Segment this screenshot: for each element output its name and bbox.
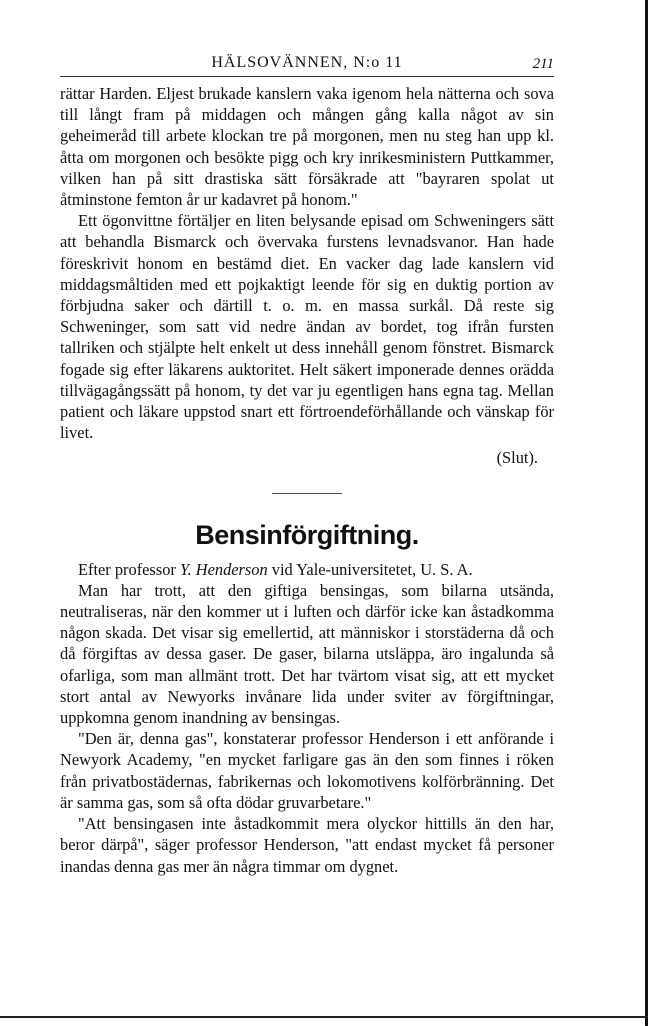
paragraph: Man har trott, att den giftiga bensingas, som bilarna utsända, neutraliseras, när den kommer ut i luften och därför icke kan åstadkomma någon skada. Det visar sig emellertid, att människor i storstäderna då och då förgiftas av dessa gaser. De gaser, bilarna utsläppa, äro ingalunda så ofarliga, som man allmänt trott. Det har tvärtom visat sig, att ett mycket stort antal av Newyorks invånare lida under sviter av förgiftningar, uppkomna genom inandning av bensingas. xyxy=(60,580,554,728)
scan-edge-bottom xyxy=(0,1016,648,1018)
byline-suffix: vid Yale-universitetet, U. S. A. xyxy=(267,559,473,579)
paragraph: rättar Harden. Eljest brukade kanslern vaka igenom hela nätterna och sova till långt fram på middagen och mången gång kalla något av sin geheimeråd till arbete klockan tre på morgonen, men nu steg han upp kl. åtta om morgonen och besökte pigg och kry inrikesministern Puttkammer, vilken han på sitt drastiska sätt försäkrade att "bayraren spolat ut åtminstone femton år ur kadavret på honom." xyxy=(60,84,554,210)
article-bismarck xyxy=(60,83,554,469)
byline xyxy=(60,559,554,580)
paragraph: "Den är, denna gas", konstaterar professor Henderson i ett anförande i Newyork Academy, "en mycket farligare gas än den som finnes i röken från privatbostädernas, fabrikernas och lokomotivens kolförbränning. Det är samma gas, som så ofta dödar gruvarbetare." xyxy=(60,729,554,812)
page-header xyxy=(60,52,554,77)
article-bensin xyxy=(60,559,554,877)
paragraph: Ett ögonvittne förtäljer en liten belysande episad om Schweningers sätt att behandla Bismarck och övervaka furstens levnadsvanor. Han hade föreskrivit honom en bestämd diet. En vacker dag lade kanslern vid middagsmåltiden med ett pojkaktigt leende för sig en duktig portion av förbjudna saker och därtill t. o. m. en massa surkål. Då reste sig Schweninger, som satt vid nedre ändan av bordet, tog ifrån fursten tallriken och stjälpte helt enkelt ut dess innehåll genom fönstret. Bismarck fogade sig efter läkarens auktoritet. Helt säkert imponerade dennes orädda tillvägagångssätt på honom, ty det var ju egentligen hans egna tag. Mellan patient och läkare uppstod snart ett förtroendeförhållande och vänskap för livet. xyxy=(60,211,554,443)
running-head: HÄLSOVÄNNEN, N:o 11 xyxy=(211,54,403,71)
page-number: 211 xyxy=(532,56,554,72)
article-title: Bensinförgiftning. xyxy=(195,519,419,550)
byline-prefix: Efter professor xyxy=(78,559,180,579)
article-end-mark: (Slut). xyxy=(496,448,538,468)
paragraph: "Att bensingasen inte åstadkommit mera olyckor hittills än den har, beror därpå", säger professor Henderson, "att endast mycket få personer inandas denna gas mer än några timmar om dygnet. xyxy=(60,814,554,876)
journal-page xyxy=(60,52,554,877)
section-divider xyxy=(272,493,342,494)
byline-author: Y. Henderson xyxy=(179,559,268,579)
